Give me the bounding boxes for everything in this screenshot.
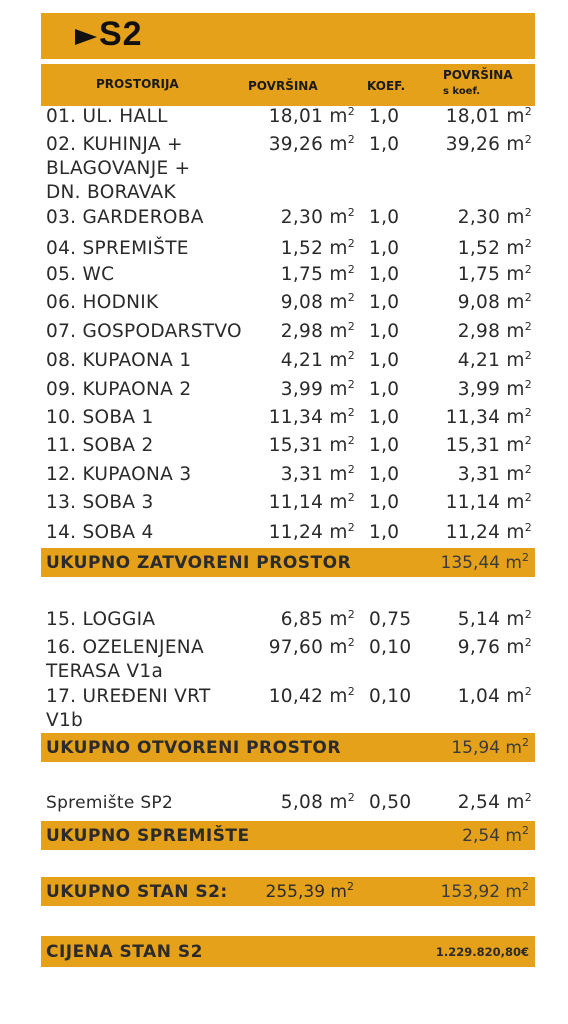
header-area-koef-line1: POVRŠINA	[443, 68, 513, 82]
room-name: 06. HODNIK	[46, 292, 159, 313]
room-koef: 1,0	[369, 379, 400, 400]
room-area-koef-text: 11,34 m	[445, 407, 525, 428]
room-area	[269, 133, 355, 157]
room-area-koef-text: 3,31 m	[457, 464, 525, 485]
unit-sup: 2	[524, 133, 532, 146]
open-room-koef: 0,10	[369, 637, 412, 658]
unit-sup: 2	[524, 349, 532, 362]
unit-sup: 2	[524, 608, 532, 621]
room-area-koef-text: 11,24 m	[445, 522, 525, 543]
open-room-area-koef-text: 5,14 m	[457, 609, 525, 630]
room-koef: 1,0	[369, 492, 400, 513]
room-area-koef	[458, 291, 532, 315]
room-area-text: 2,98 m	[280, 321, 348, 342]
room-area-text: 11,24 m	[268, 522, 348, 543]
sum-storage-value	[462, 826, 529, 846]
total-area-text: 255,39 m	[265, 882, 347, 902]
room-area-text: 1,75 m	[280, 264, 348, 285]
sum-open-value	[451, 738, 529, 758]
unit-sup: 2	[522, 824, 529, 837]
unit-sup: 2	[347, 636, 355, 649]
sum-open-label: UKUPNO OTVORENI PROSTOR	[46, 738, 341, 758]
header-area: POVRŠINA	[248, 79, 318, 93]
room-area-text: 4,21 m	[280, 350, 348, 371]
room-area-koef	[446, 434, 532, 458]
room-area-koef-text: 1,52 m	[457, 238, 525, 259]
price-value: 1.229.820,80€	[435, 945, 529, 959]
header-area-koef	[443, 68, 513, 99]
room-area-text: 9,08 m	[280, 292, 348, 313]
open-room-area	[281, 608, 355, 632]
unit-sup: 2	[524, 105, 532, 118]
unit-sup: 2	[524, 685, 532, 698]
room-area-koef	[446, 133, 532, 157]
open-room-koef: 0,10	[369, 686, 412, 707]
title-bar	[41, 13, 535, 59]
room-area-text: 11,34 m	[268, 407, 348, 428]
open-room-name: 15. LOGGIA	[46, 609, 156, 630]
storage-area-text: 5,08 m	[280, 792, 348, 813]
room-area-koef-text: 2,98 m	[457, 321, 525, 342]
room-area-koef	[458, 463, 532, 487]
unit-sup: 2	[522, 880, 529, 893]
sum-closed-value	[441, 553, 529, 573]
room-koef: 1,0	[369, 407, 400, 428]
unit-sup: 2	[347, 133, 355, 146]
room-area	[281, 263, 355, 287]
room-name: 04. SPREMIŠTE	[46, 238, 189, 259]
room-area-koef-text: 18,01 m	[445, 106, 525, 127]
page-title: S2	[99, 15, 143, 53]
room-koef: 1,0	[369, 207, 400, 228]
storage-koef: 0,50	[369, 792, 412, 813]
room-name: 07. GOSPODARSTVO	[46, 321, 242, 342]
unit-sup: 2	[347, 434, 355, 447]
unit-sup: 2	[522, 736, 529, 749]
room-area-koef	[446, 406, 532, 430]
room-area	[281, 320, 355, 344]
room-area	[269, 434, 355, 458]
room-koef: 1,0	[369, 321, 400, 342]
room-name: 13. SOBA 3	[46, 492, 154, 513]
room-area-koef	[458, 263, 532, 287]
open-room-area-koef-text: 9,76 m	[457, 637, 525, 658]
room-area	[269, 521, 355, 545]
open-room-area-koef-text: 1,04 m	[457, 686, 525, 707]
open-room-area	[269, 636, 355, 660]
sum-storage-row	[41, 821, 535, 850]
total-value	[441, 882, 529, 902]
unit-sup: 2	[524, 206, 532, 219]
room-area-text: 3,99 m	[280, 379, 348, 400]
room-koef: 1,0	[369, 522, 400, 543]
price-row	[41, 936, 535, 967]
room-area	[281, 378, 355, 402]
open-room-area-text: 97,60 m	[268, 637, 348, 658]
room-area-koef	[458, 378, 532, 402]
room-koef: 1,0	[369, 238, 400, 259]
open-room-name: 16. OZELENJENA TERASA V1a	[46, 637, 204, 682]
unit-sup: 2	[524, 463, 532, 476]
storage-area	[281, 791, 355, 815]
unit-sup: 2	[347, 521, 355, 534]
room-name: 14. SOBA 4	[46, 522, 154, 543]
room-area-text: 2,30 m	[280, 207, 348, 228]
unit-sup: 2	[347, 320, 355, 333]
room-area	[269, 491, 355, 515]
unit-sup: 2	[347, 237, 355, 250]
room-koef: 1,0	[369, 464, 400, 485]
room-name: 11. SOBA 2	[46, 435, 154, 456]
room-area-text: 3,31 m	[280, 464, 348, 485]
room-area-koef	[446, 521, 532, 545]
room-koef: 1,0	[369, 292, 400, 313]
room-name: 02. KUHINJA + BLAGOVANJE + DN. BORAVAK	[46, 134, 191, 203]
unit-sup: 2	[347, 206, 355, 219]
unit-sup: 2	[524, 291, 532, 304]
room-area	[281, 463, 355, 487]
header-area-koef-line2: s koef.	[443, 86, 481, 97]
room-area-koef-text: 11,14 m	[445, 492, 525, 513]
unit-sup: 2	[347, 378, 355, 391]
unit-sup: 2	[524, 521, 532, 534]
storage-area-koef-text: 2,54 m	[457, 792, 525, 813]
room-name: 01. UL. HALL	[46, 106, 168, 127]
room-koef: 1,0	[369, 134, 400, 155]
unit-sup: 2	[524, 636, 532, 649]
room-area-text: 39,26 m	[268, 134, 348, 155]
unit-sup: 2	[347, 105, 355, 118]
unit-sup: 2	[347, 880, 354, 893]
room-area-koef-text: 4,21 m	[457, 350, 525, 371]
room-name: 05. WC	[46, 264, 115, 285]
room-area	[269, 105, 355, 129]
room-area-text: 1,52 m	[280, 238, 348, 259]
room-area-text: 18,01 m	[268, 106, 348, 127]
room-koef: 1,0	[369, 106, 400, 127]
room-koef: 1,0	[369, 435, 400, 456]
room-area-koef	[446, 491, 532, 515]
unit-sup: 2	[347, 685, 355, 698]
unit-sup: 2	[347, 406, 355, 419]
sum-storage-label: UKUPNO SPREMIŠTE	[46, 826, 250, 846]
unit-sup: 2	[347, 349, 355, 362]
storage-area-koef	[458, 791, 532, 815]
unit-sup: 2	[347, 291, 355, 304]
play-triangle-icon	[75, 29, 97, 45]
room-name: 10. SOBA 1	[46, 407, 154, 428]
table-header	[41, 64, 535, 106]
sum-open-row	[41, 733, 535, 762]
unit-sup: 2	[522, 551, 529, 564]
storage-name: Spremište SP2	[46, 793, 174, 813]
room-name: 09. KUPAONA 2	[46, 379, 192, 400]
room-area	[281, 291, 355, 315]
open-room-name: 17. UREĐENI VRT V1b	[46, 686, 211, 731]
room-area-koef	[446, 105, 532, 129]
unit-sup: 2	[524, 406, 532, 419]
room-area	[281, 237, 355, 261]
total-label: UKUPNO STAN S2:	[46, 882, 228, 902]
total-row	[41, 877, 535, 906]
open-room-area-koef	[458, 636, 532, 660]
total-value-text: 153,92 m	[440, 882, 522, 902]
header-room: PROSTORIJA	[96, 77, 179, 91]
open-room-area-text: 6,85 m	[280, 609, 348, 630]
room-area-koef	[458, 206, 532, 230]
room-name: 12. KUPAONA 3	[46, 464, 192, 485]
room-area-koef-text: 1,75 m	[457, 264, 525, 285]
total-area	[266, 882, 354, 902]
room-name: 03. GARDEROBA	[46, 207, 204, 228]
sum-closed-row	[41, 548, 535, 577]
room-area	[269, 406, 355, 430]
sum-open-value-text: 15,94 m	[451, 738, 522, 758]
room-area-koef	[458, 320, 532, 344]
room-area-text: 11,14 m	[268, 492, 348, 513]
sum-storage-value-text: 2,54 m	[462, 826, 522, 846]
open-room-area	[269, 685, 355, 709]
room-area-koef-text: 2,30 m	[457, 207, 525, 228]
unit-sup: 2	[524, 237, 532, 250]
unit-sup: 2	[347, 608, 355, 621]
room-area-koef	[458, 237, 532, 261]
unit-sup: 2	[524, 791, 532, 804]
unit-sup: 2	[524, 491, 532, 504]
room-area-koef-text: 9,08 m	[457, 292, 525, 313]
open-room-area-text: 10,42 m	[268, 686, 348, 707]
unit-sup: 2	[524, 434, 532, 447]
open-room-area-koef	[458, 685, 532, 709]
open-room-area-koef	[458, 608, 532, 632]
unit-sup: 2	[347, 791, 355, 804]
unit-sup: 2	[524, 263, 532, 276]
sum-closed-value-text: 135,44 m	[440, 553, 522, 573]
room-area	[281, 349, 355, 373]
room-area-koef-text: 3,99 m	[457, 379, 525, 400]
unit-sup: 2	[524, 378, 532, 391]
price-label: CIJENA STAN S2	[46, 942, 203, 962]
open-room-koef: 0,75	[369, 609, 412, 630]
room-koef: 1,0	[369, 264, 400, 285]
sum-closed-label: UKUPNO ZATVORENI PROSTOR	[46, 553, 352, 573]
room-koef: 1,0	[369, 350, 400, 371]
room-area-koef	[458, 349, 532, 373]
room-area-koef-text: 15,31 m	[445, 435, 525, 456]
unit-sup: 2	[347, 263, 355, 276]
unit-sup: 2	[347, 491, 355, 504]
room-area	[281, 206, 355, 230]
room-name: 08. KUPAONA 1	[46, 350, 192, 371]
room-area-koef-text: 39,26 m	[445, 134, 525, 155]
unit-sup: 2	[347, 463, 355, 476]
header-koef: KOEF.	[367, 79, 406, 93]
room-area-text: 15,31 m	[268, 435, 348, 456]
unit-sup: 2	[524, 320, 532, 333]
